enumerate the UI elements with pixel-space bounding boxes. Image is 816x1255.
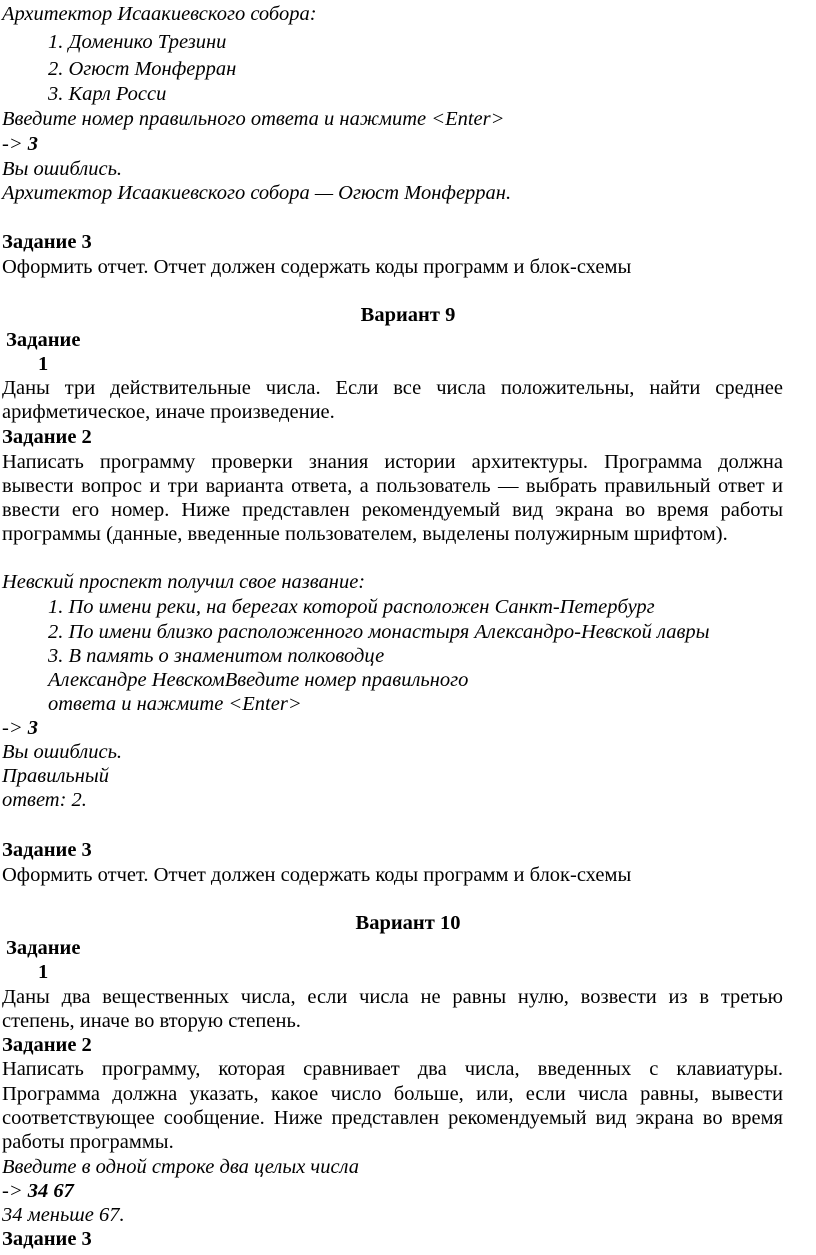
- v9-task3-heading: Задание 3: [2, 839, 92, 861]
- user-answer: 3: [27, 133, 39, 155]
- v9-option-2: 2. По имени близко расположенного монастыря Александро-Невской лавры: [48, 621, 710, 643]
- v10-task3-heading: Задание 3: [2, 1228, 92, 1250]
- v9-option-3-cont: Александре НевскомВведите номер правильного: [48, 669, 469, 691]
- v10-task1-heading: Задание: [6, 937, 81, 959]
- v9-task3-text: Оформить отчет. Отчет должен содержать коды программ и блок-схемы: [2, 864, 632, 886]
- v9-correct-line2: ответ: 2.: [2, 789, 87, 811]
- v9-input-line: [2, 716, 38, 740]
- variant9-heading: Вариант 9: [360, 304, 456, 326]
- prompt-arrow: ->: [2, 717, 23, 739]
- v9-task1-number: 1: [38, 353, 49, 375]
- option-1: 1. Доменико Трезини: [48, 31, 227, 53]
- v10-task2-heading: Задание 2: [2, 1034, 92, 1056]
- v9-task1-line2: арифметическое, иначе произведение.: [2, 401, 335, 423]
- v10-input-line: [2, 1179, 74, 1203]
- input-line: [2, 132, 38, 156]
- v9-option-1: 1. По имени реки, на берегах которой расположен Санкт-Петербург: [48, 596, 655, 618]
- v10-input-prompt: Введите в одной строке два целых числа: [2, 1156, 359, 1178]
- wrong-message: Вы ошиблись.: [2, 158, 123, 180]
- option-2: 2. Огюст Монферран: [48, 58, 237, 80]
- correct-message: Архитектор Исаакиевского собора — Огюст Монферран.: [2, 182, 512, 204]
- v10-task2-line4: работы программы.: [2, 1131, 174, 1153]
- v9-task1-heading: Задание: [6, 329, 81, 351]
- input-prompt: Введите номер правильного ответа и нажмите <Enter>: [2, 108, 505, 130]
- v10-result: 34 меньше 67.: [2, 1204, 125, 1226]
- user-answer: 34 67: [27, 1180, 74, 1202]
- v10-task1-line1: Даны два вещественных числа, если числа не равны нулю, возвести из в третью: [2, 986, 783, 1008]
- v9-wrong-message: Вы ошиблись.: [2, 741, 123, 763]
- task3-heading: Задание 3: [2, 231, 92, 253]
- question-title: Архитектор Исаакиевского собора:: [2, 3, 317, 25]
- v9-correct-line1: Правильный: [2, 765, 110, 787]
- v10-task2-line1: Написать программу, которая сравнивает два числа, введенных с клавиатуры.: [2, 1058, 783, 1080]
- v9-task1-line1: Даны три действительные числа. Если все числа положительны, найти среднее: [2, 377, 783, 399]
- v9-task2-line2: вывести вопрос и три варианта ответа, а пользователь — выбрать правильный ответ и: [2, 475, 783, 497]
- v9-task2-line4: программы (данные, введенные пользователем, выделены полужирным шрифтом).: [2, 523, 728, 545]
- prompt-arrow: ->: [2, 133, 23, 155]
- v9-option-3: 3. В память о знаменитом полководце: [48, 645, 385, 667]
- v9-task2-line3: ввести его номер. Ниже представлен рекомендуемый вид экрана во время работы: [2, 499, 783, 521]
- user-answer: 3: [27, 717, 39, 739]
- v9-question-title: Невский проспект получил свое название:: [2, 571, 366, 593]
- v10-task2-line3: соответствующее сообщение. Ниже представлен рекомендуемый вид экрана во время: [2, 1107, 783, 1129]
- v10-task1-number: 1: [38, 961, 49, 983]
- v10-task2-line2: Программа должна указать, какое число больше, или, если числа равны, вывести: [2, 1083, 783, 1105]
- v9-task2-line1: Написать программу проверки знания истории архитектуры. Программа должна: [2, 451, 783, 473]
- task3-text: Оформить отчет. Отчет должен содержать коды программ и блок-схемы: [2, 256, 632, 278]
- v10-task1-line2: степень, иначе во вторую степень.: [2, 1010, 301, 1032]
- v9-option-3-cont2: ответа и нажмите <Enter>: [48, 693, 302, 715]
- prompt-arrow: ->: [2, 1180, 23, 1202]
- variant10-heading: Вариант 10: [355, 912, 461, 934]
- option-3: 3. Карл Росси: [48, 83, 167, 105]
- v9-task2-heading: Задание 2: [2, 426, 92, 448]
